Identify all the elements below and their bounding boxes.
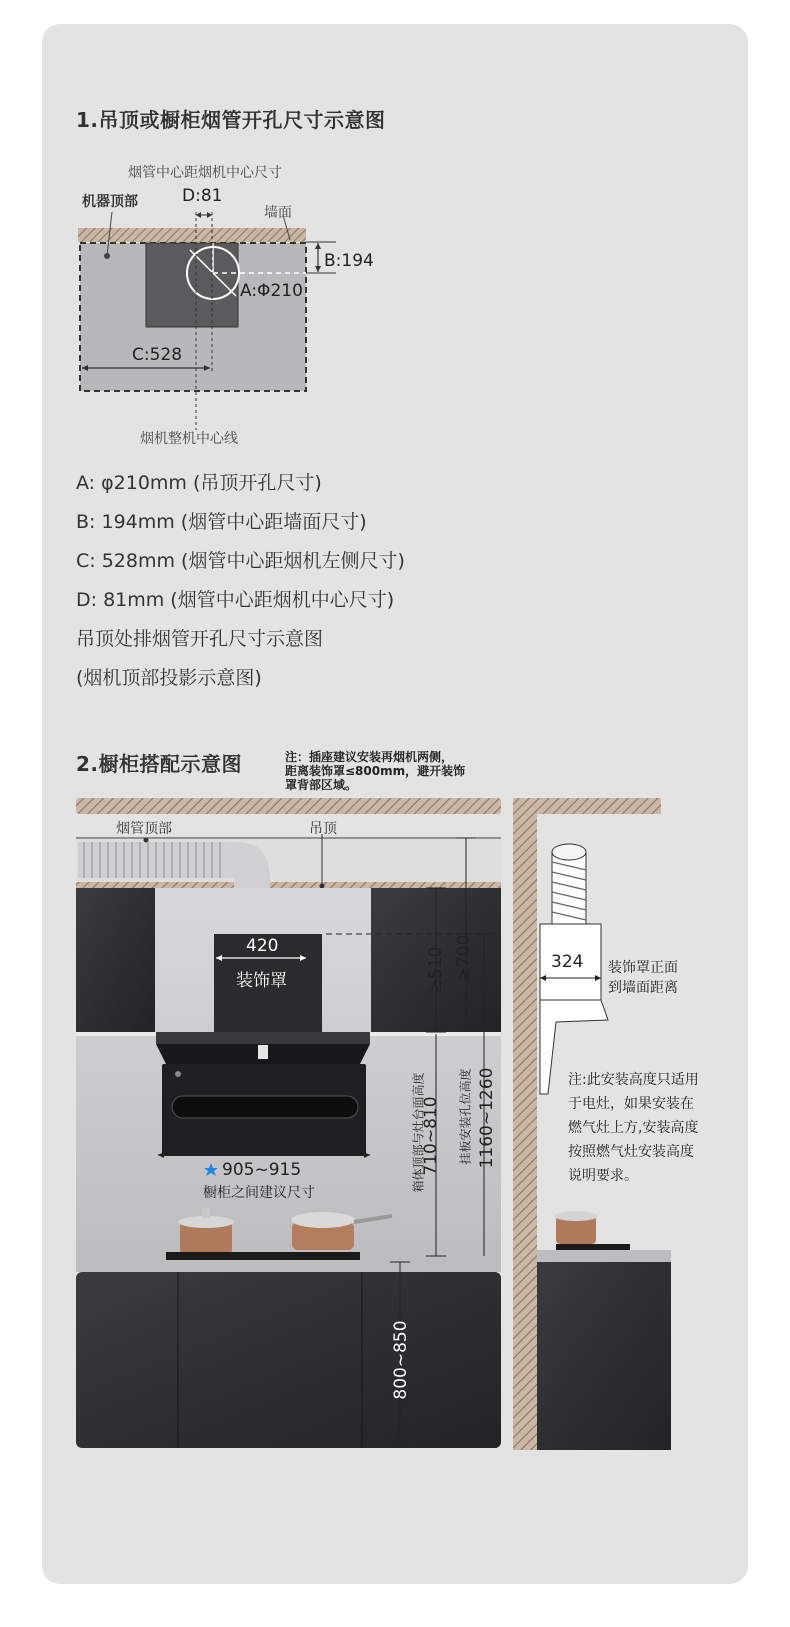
label-a-dim: A:Φ210	[240, 281, 303, 301]
label-side-324: 324	[551, 952, 584, 972]
side-note	[568, 1068, 699, 1188]
label-d-dim: D:81	[182, 186, 223, 206]
install-note-line-2: 距离装饰罩≤800mm，避开装饰	[285, 764, 466, 778]
label-centerline: 烟机整机中心线	[140, 431, 238, 447]
label-caption-1160: 挂板安装孔位高度	[458, 1068, 473, 1165]
ceiling-slab	[76, 798, 501, 814]
side-caption-line-1: 装饰罩正面	[608, 960, 678, 976]
side-note-line-5: 说明要求。	[568, 1168, 638, 1184]
label-dim-800-850: 800~850	[391, 1320, 411, 1400]
legend-c: C: 528mm (烟管中心距烟机左侧尺寸)	[76, 550, 405, 572]
label-b-dim: B:194	[324, 251, 374, 271]
section1-title: 1.吊顶或橱柜烟管开孔尺寸示意图	[76, 108, 386, 132]
side-wall	[513, 814, 537, 1450]
label-dim-1160-1260: 1160~1260	[477, 1067, 497, 1169]
legend-a: A: φ210mm (吊顶开孔尺寸)	[76, 472, 322, 494]
side-note-line-3: 燃气灶上方,安装高度	[568, 1120, 699, 1136]
label-width-caption: 橱柜之间建议尺寸	[203, 1185, 315, 1201]
install-note-line-1: 注：插座建议安装再烟机两侧，	[285, 750, 454, 764]
label-dim-710-810: 710~810	[421, 1096, 441, 1176]
legend-caption-2: (烟机顶部投影示意图)	[76, 667, 262, 689]
label-cover-width: 420	[246, 936, 279, 956]
legend-caption-1: 吊顶处排烟管开孔尺寸示意图	[76, 628, 324, 650]
label-wall: 墙面	[264, 205, 292, 221]
side-caption	[608, 958, 678, 998]
label-duct-top: 烟管顶部	[116, 821, 172, 837]
label-dim-700: ≥700	[454, 934, 474, 982]
label-ceiling: 吊顶	[309, 821, 337, 837]
side-caption-line-2: 到墙面距离	[608, 980, 678, 996]
label-width-range: 905~915	[222, 1160, 302, 1180]
section2-title: 2.橱柜搭配示意图	[76, 752, 243, 776]
label-center-to-center: 烟管中心距烟机中心尺寸	[128, 165, 282, 181]
install-note-line-3: 罩背部区域。	[285, 778, 358, 792]
label-cover-name: 装饰罩	[236, 971, 287, 991]
label-machine-top: 机器顶部	[82, 194, 138, 210]
legend-b: B: 194mm (烟管中心距墙面尺寸)	[76, 511, 367, 533]
side-note-line-4: 按照燃气灶安装高度	[568, 1144, 694, 1160]
label-c-dim: C:528	[132, 345, 183, 365]
label-dim-510: ≥510	[426, 946, 446, 994]
side-note-line-2: 于电灶，如果安装在	[568, 1096, 694, 1112]
base-cabinet	[76, 1272, 501, 1448]
legend-d: D: 81mm (烟管中心距烟机中心尺寸)	[76, 589, 395, 611]
label-caption-710: 箱体顶部与灶台面高度	[411, 1072, 426, 1193]
side-note-line-1: 注:此安装高度只适用	[568, 1072, 699, 1088]
